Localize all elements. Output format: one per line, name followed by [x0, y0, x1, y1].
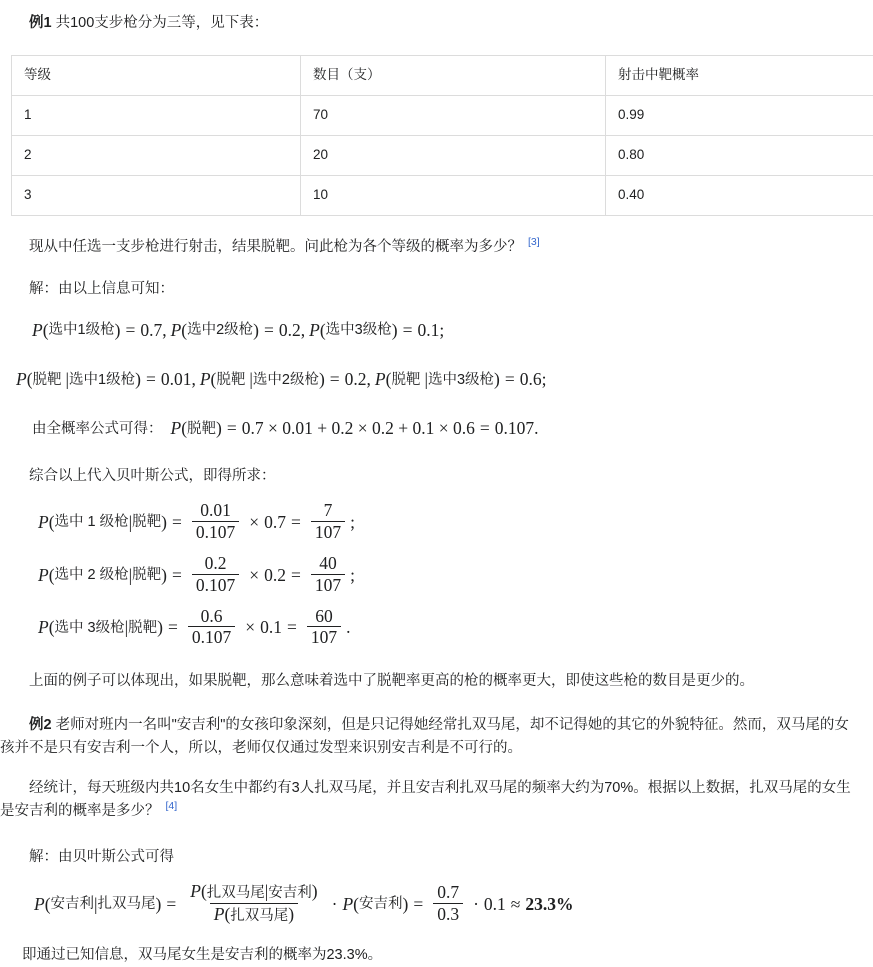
example1-question-text: 现从中任选一支步枪进行射击，结果脱靶。问此枪为各个等级的概率为多少？ — [29, 239, 522, 255]
multiplier: 0.7 — [264, 509, 286, 536]
value: 0.7 — [140, 317, 162, 344]
numerator: 7 — [320, 501, 337, 521]
table-row — [12, 176, 873, 216]
formula-bayes-grade-2: P ( 选中 2 级枪 | 脱靶 ) = $\frac{0.2}{0.107}$ × 0.2 = $\frac{40}{107}$ ; — [0, 555, 873, 596]
example2-stats-text: 经统计，每天班级内共10名女生中都约有3人扎双马尾，并且安吉利扎双马尾的频率大约为70%。根据以上数据，扎双马尾的女生是安吉利的概率是多少？ — [0, 780, 851, 819]
p-symbol: P — [38, 562, 49, 589]
example1-question-paragraph — [0, 236, 873, 259]
fraction — [192, 554, 239, 595]
numerator: 0.01 — [196, 501, 235, 521]
result-fraction — [307, 607, 341, 648]
multiplier: 0.2 — [264, 562, 286, 589]
event-label: 选中1级枪 — [49, 319, 115, 341]
numerator: P(扎双马尾|安吉利) — [186, 882, 321, 903]
event-label: 选中 2 级枪 — [55, 564, 129, 586]
example1-bayes-lead: 综合以上代入贝叶斯公式，即得所求： — [0, 465, 873, 488]
cell-grade: 3 — [12, 176, 301, 216]
expression: 0.7 × 0.01 + 0.2 × 0.2 + 0.1 × 0.6 — [242, 415, 475, 442]
event-label: 选中 3级枪 — [55, 617, 125, 639]
given-label: 扎双马尾 — [98, 893, 156, 915]
approx-sign: ≈ — [511, 891, 521, 918]
event-label: 选中 1 级枪 — [55, 511, 129, 533]
prior-label: 安吉利 — [359, 893, 403, 915]
numerator: 0.7 — [433, 883, 463, 903]
p-symbol: P — [309, 317, 320, 344]
value: 0.01 — [161, 366, 192, 393]
formula-bayes-grade-3: P ( 选中 3级枪 | 脱靶 ) = $\frac{0.6}{0.107}$ × 0.1 = $\frac{60}{107}$ . — [0, 608, 873, 649]
multiplier: 0.1 — [484, 891, 506, 918]
multiplier: 0.1 — [260, 614, 282, 641]
formula-bayes-grade-1: P ( 选中 1 级枪 | 脱靶 ) = $\frac{0.01}{0.107}$ × 0.7 = $\frac{7}{107}$ ; — [0, 502, 873, 543]
fraction — [188, 607, 235, 648]
p-symbol: P — [38, 509, 49, 536]
value: 0.2 — [345, 366, 367, 393]
p-symbol: P — [342, 891, 353, 918]
cell-count: 10 — [301, 176, 606, 216]
p-symbol: P — [375, 366, 386, 393]
given-label: 选中3级枪 — [428, 369, 494, 391]
formula-bayes-angeli: P ( 安吉利 | 扎双马尾 ) = $\frac{\text{P(扎双马尾|安吉利)}}{\text{P(扎双马尾)}}$ · P ( 安吉利 ) = $\frac{0.7}{0.3}$ · 0.1 ≈ 23.3% — [0, 883, 873, 925]
formula-priors: P ( 选中1级枪 ) = 0.7 , P ( 选中2级枪 ) = 0.2 , P ( 选中3级枪 ) = 0.1 ; — [0, 317, 873, 344]
event-label: 选中3级枪 — [326, 319, 392, 341]
given-label: 选中2级枪 — [253, 369, 319, 391]
p-symbol: P — [32, 317, 43, 344]
example2-intro-paragraph — [0, 714, 873, 761]
final-result: 23.3% — [525, 891, 573, 918]
table-row — [12, 96, 873, 136]
denominator: 0.107 — [192, 521, 239, 542]
value: 0.2 — [279, 317, 301, 344]
table-header-hit-probability: 射击中靶概率 — [606, 56, 873, 96]
p-symbol: P — [200, 366, 211, 393]
example2-solution-lead: 解：由贝叶斯公式可得 — [0, 846, 873, 869]
formula-total-probability: 由全概率公式可得： P ( 脱靶 ) = 0.7 × 0.01 + 0.2 × 0.2 + 0.1 × 0.6 = 0.107. — [0, 415, 873, 442]
example2-stats-paragraph — [0, 777, 873, 824]
p-symbol: P — [171, 317, 182, 344]
example1-intro-text: 共100支步枪分为三等，见下表： — [52, 15, 269, 31]
given-label: 脱靶 — [132, 564, 161, 586]
ratio-fraction — [433, 883, 463, 924]
cell-hit-probability: 0.40 — [606, 176, 873, 216]
given-label: 脱靶 — [128, 617, 157, 639]
result-fraction — [311, 501, 345, 542]
numerator: 0.2 — [201, 554, 231, 574]
event-label: 安吉利 — [51, 893, 95, 915]
cell-grade: 1 — [12, 96, 301, 136]
value: 0.6 — [520, 366, 542, 393]
cell-grade: 2 — [12, 136, 301, 176]
denominator: 0.107 — [188, 626, 235, 647]
example1-label: 例1 — [29, 15, 52, 31]
example2-intro-text: 老师对班内一名叫"安吉利"的女孩印象深刻，但是只记得她经常扎双马尾，却不记得她的其它的外貌特征。然而，双马尾的女孩并不是只有安吉利一个人，所以，老师仅仅通过发型来识别安吉利是不可行的。 — [0, 717, 849, 756]
table-header-row — [12, 56, 873, 96]
result: 0.107. — [495, 415, 539, 442]
example2-conclusion: 即通过已知信息，双马尾女生是安吉利的概率为23.3%。 — [0, 944, 873, 967]
numerator: 60 — [311, 607, 337, 627]
terminator: . — [346, 614, 350, 641]
p-symbol: P — [38, 614, 49, 641]
denominator: 107 — [307, 626, 341, 647]
example1-conclusion: 上面的例子可以体现出，如果脱靶，那么意味着选中了脱靶率更高的枪的概率更大，即使这些枪的数目是更少的。 — [0, 670, 873, 693]
cell-hit-probability: 0.80 — [606, 136, 873, 176]
p-symbol: P — [16, 366, 27, 393]
event-label: 扎双马尾 — [230, 908, 288, 924]
formula-conditionals: P ( 脱靶 | 选中1级枪 ) = 0.01 , P ( 脱靶 | 选中2级枪 ) = 0.2 , P ( 脱靶 | 选中3级枪 ) = 0.6 ; — [0, 366, 873, 393]
terminator: ; — [542, 366, 547, 393]
p-symbol: P — [214, 904, 225, 924]
total-probability-lead: 由全概率公式可得： — [32, 418, 163, 440]
rifle-grade-table-wrapper — [11, 55, 830, 216]
denominator: 107 — [311, 521, 345, 542]
p-symbol: P — [171, 415, 182, 442]
table-header-grade: 等级 — [12, 56, 301, 96]
p-symbol: P — [34, 891, 45, 918]
cell-count: 20 — [301, 136, 606, 176]
example1-solution-lead: 解：由以上信息可知： — [0, 278, 873, 301]
event-label: 脱靶 — [216, 369, 245, 391]
table-row — [12, 136, 873, 176]
terminator: ; — [439, 317, 444, 344]
fraction — [192, 501, 239, 542]
table-header-count: 数目（支） — [301, 56, 606, 96]
given-label: 选中1级枪 — [69, 369, 135, 391]
event-label: 扎双马尾 — [207, 885, 265, 901]
cell-count: 70 — [301, 96, 606, 136]
value: 0.1 — [417, 317, 439, 344]
example2-label: 例2 — [29, 717, 52, 733]
denominator: P(扎双马尾) — [210, 903, 298, 925]
cell-hit-probability: 0.99 — [606, 96, 873, 136]
denominator: 0.107 — [192, 574, 239, 595]
result-fraction — [311, 554, 345, 595]
likelihood-fraction — [186, 882, 321, 924]
given-label: 脱靶 — [132, 511, 161, 533]
event-label: 脱靶 — [391, 369, 420, 391]
denominator: 0.3 — [433, 903, 463, 924]
rifle-grade-table — [11, 55, 873, 216]
event-label: 脱靶 — [187, 418, 216, 440]
example1-intro-paragraph — [0, 12, 873, 35]
citation-link-3[interactable]: [3] — [528, 236, 540, 248]
event-label: 选中2级枪 — [187, 319, 253, 341]
given-label: 安吉利 — [268, 885, 312, 901]
numerator: 0.6 — [197, 607, 227, 627]
denominator: 107 — [311, 574, 345, 595]
numerator: 40 — [315, 554, 341, 574]
citation-link-4[interactable]: [4] — [166, 800, 178, 812]
p-symbol: P — [190, 881, 201, 901]
terminator: ; — [350, 562, 355, 589]
terminator: ; — [350, 509, 355, 536]
event-label: 脱靶 — [33, 369, 62, 391]
